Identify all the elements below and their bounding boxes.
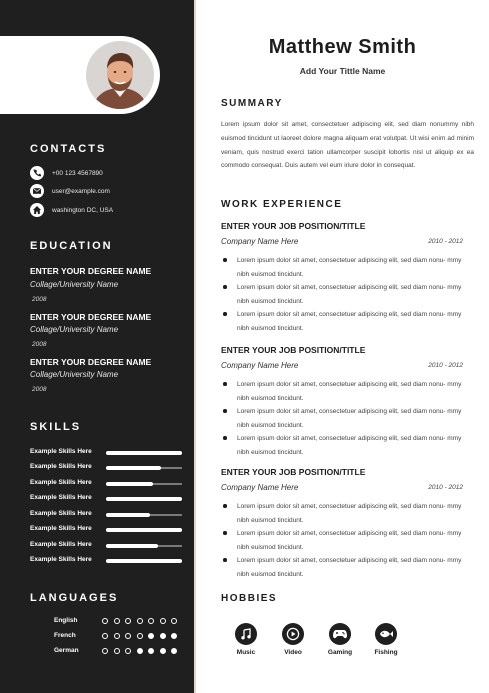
skill-row — [30, 479, 182, 489]
rating-dot — [125, 618, 131, 624]
language-label: French — [54, 632, 76, 639]
language-row — [30, 632, 186, 642]
education-year: 2008 — [32, 341, 47, 348]
skill-bar — [106, 498, 182, 500]
skill-bar-fill — [106, 466, 161, 470]
rating-dot — [148, 618, 154, 624]
skill-row — [30, 494, 182, 504]
bullet-dot — [223, 504, 227, 508]
rating-dot — [160, 648, 166, 654]
education-school: Collage/University Name — [30, 370, 119, 379]
skill-bar-fill — [106, 528, 182, 532]
rating-dot — [148, 633, 154, 639]
rating-dot — [102, 618, 108, 624]
job-position: ENTER YOUR JOB POSITION/TITLE — [221, 345, 366, 355]
bullet-dot — [223, 312, 227, 316]
rating-dot — [171, 618, 177, 624]
skill-bar-fill — [106, 451, 182, 455]
rating-dot — [160, 618, 166, 624]
skill-bar-fill — [106, 513, 150, 517]
rating-dot — [114, 648, 120, 654]
skill-label: Example Skills Here — [30, 541, 92, 548]
job-bullet-text: Lorem ipsum dolor sit amet, consectetuer adipiscing elit, sed diam nonu- mmy nibh euismod tincidunt. — [237, 435, 462, 456]
job-bullet — [221, 308, 471, 334]
rating-dot — [171, 633, 177, 639]
home-icon — [30, 203, 44, 217]
bullet-dot — [223, 382, 227, 386]
rating-dot — [114, 633, 120, 639]
rating-dot — [137, 633, 143, 639]
email-icon — [30, 184, 44, 198]
contacts-heading: CONTACTS — [30, 143, 107, 155]
skill-row — [30, 541, 182, 551]
job-company: Company Name Here — [221, 237, 299, 246]
job-bullet-text: Lorem ipsum dolor sit amet, consectetuer adipiscing elit, sed diam nonu- mmy nibh euismod tincidunt. — [237, 284, 462, 305]
job-bullet-text: Lorem ipsum dolor sit amet, consectetuer adipiscing elit, sed diam nonu- mmy nibh euismod tincidunt. — [237, 257, 462, 278]
language-label: English — [54, 617, 78, 624]
skill-bar-fill — [106, 482, 153, 486]
language-rating — [102, 618, 183, 624]
bullet-dot — [223, 409, 227, 413]
job-bullet — [221, 432, 471, 458]
skill-bar-fill — [106, 559, 182, 563]
job-bullet — [221, 378, 471, 404]
rating-dot — [125, 648, 131, 654]
language-row — [30, 617, 186, 627]
education-degree: ENTER YOUR DEGREE NAME — [30, 357, 152, 367]
hobby-gaming — [320, 623, 360, 656]
job-bullet — [221, 254, 471, 280]
skill-bar-fill — [106, 544, 158, 548]
skill-bar — [106, 483, 182, 485]
person-name: Matthew Smith — [268, 36, 417, 58]
avatar — [86, 41, 154, 109]
skill-label: Example Skills Here — [30, 463, 92, 470]
phone-icon — [30, 166, 44, 180]
skill-bar — [106, 560, 182, 562]
contact-email-text: user@example.com — [52, 187, 110, 195]
job-dates: 2010 - 2012 — [428, 484, 463, 491]
hobby-label: Music — [236, 649, 256, 656]
education-year: 2008 — [32, 296, 47, 303]
fish-icon — [375, 623, 397, 645]
contact-phone — [30, 166, 103, 180]
hobby-label: Gaming — [327, 649, 353, 656]
rating-dot — [102, 648, 108, 654]
bullet-dot — [223, 531, 227, 535]
skills-heading: SKILLS — [30, 421, 82, 433]
job-dates: 2010 - 2012 — [428, 238, 463, 245]
skill-row — [30, 510, 182, 520]
job-bullet — [221, 554, 471, 580]
job-bullet-text: Lorem ipsum dolor sit amet, consectetuer adipiscing elit, sed diam nonu- mmy nibh euismod tincidunt. — [237, 503, 462, 524]
job-company: Company Name Here — [221, 361, 299, 370]
hobby-fishing — [366, 623, 406, 656]
gamepad-icon — [329, 623, 351, 645]
bullet-dot — [223, 436, 227, 440]
language-label: German — [54, 647, 79, 654]
skill-label: Example Skills Here — [30, 494, 92, 501]
contact-email — [30, 184, 110, 198]
rating-dot — [137, 618, 143, 624]
rating-dot — [137, 648, 143, 654]
skill-label: Example Skills Here — [30, 479, 92, 486]
job-bullet-text: Lorem ipsum dolor sit amet, consectetuer adipiscing elit, sed diam nonu- mmy nibh euismod tincidunt. — [237, 557, 462, 578]
language-rating — [102, 633, 183, 639]
job-dates: 2010 - 2012 — [428, 362, 463, 369]
sidebar-accent-edge — [194, 0, 196, 693]
skill-label: Example Skills Here — [30, 448, 92, 455]
rating-dot — [171, 648, 177, 654]
rating-dot — [160, 633, 166, 639]
skill-row — [30, 556, 182, 566]
job-bullet-text: Lorem ipsum dolor sit amet, consectetuer adipiscing elit, sed diam nonu- mmy nibh euismod tincidunt. — [237, 311, 462, 332]
job-bullet-text: Lorem ipsum dolor sit amet, consectetuer adipiscing elit, sed diam nonu- mmy nibh euismod tincidunt. — [237, 381, 462, 402]
education-year: 2008 — [32, 386, 47, 393]
bullet-dot — [223, 285, 227, 289]
skill-row — [30, 463, 182, 473]
skill-bar — [106, 545, 182, 547]
skill-label: Example Skills Here — [30, 525, 92, 532]
summary-text: Lorem ipsum dolor sit amet, consectetuer adipiscing elit, sed diam nonummy nibh euismod tincidunt ut laoreet dolore magna aliquam erat volutpat. Ut wisi enim ad minim veniam, quis nostrud exerci tation ullamcorper suscipit lobortis nisl ut aliquip ex ea commodo consequat. Duis autem vel eum iriure dolor in consequat. — [221, 121, 474, 170]
rating-dot — [125, 633, 131, 639]
job-bullet — [221, 527, 471, 553]
skill-label: Example Skills Here — [30, 556, 92, 563]
languages-heading: LANGUAGES — [30, 592, 119, 604]
bullet-dot — [223, 558, 227, 562]
job-bullet-text: Lorem ipsum dolor sit amet, consectetuer adipiscing elit, sed diam nonu- mmy nibh euismod tincidunt. — [237, 530, 462, 551]
experience-heading: WORK EXPERIENCE — [221, 199, 343, 210]
education-degree: ENTER YOUR DEGREE NAME — [30, 312, 152, 322]
job-bullet — [221, 405, 471, 431]
job-bullet — [221, 281, 471, 307]
job-position: ENTER YOUR JOB POSITION/TITLE — [221, 467, 366, 477]
music-icon — [235, 623, 257, 645]
skill-bar-fill — [106, 497, 182, 501]
skill-row — [30, 448, 182, 458]
job-company: Company Name Here — [221, 483, 299, 492]
language-rating — [102, 648, 183, 654]
hobby-music — [226, 623, 266, 656]
language-row — [30, 647, 186, 657]
job-bullet — [221, 500, 471, 526]
skill-row — [30, 525, 182, 535]
skill-bar — [106, 529, 182, 531]
job-bullet-text: Lorem ipsum dolor sit amet, consectetuer adipiscing elit, sed diam nonu- mmy nibh euismod tincidunt. — [237, 408, 462, 429]
contact-phone-text: +00 123 4567890 — [52, 169, 103, 177]
education-heading: EDUCATION — [30, 240, 113, 252]
skill-bar — [106, 452, 182, 454]
education-school: Collage/University Name — [30, 280, 119, 289]
rating-dot — [148, 648, 154, 654]
skill-label: Example Skills Here — [30, 510, 92, 517]
bullet-dot — [223, 258, 227, 262]
summary-heading: SUMMARY — [221, 98, 283, 109]
education-school: Collage/University Name — [30, 325, 119, 334]
hobby-label: Video — [284, 649, 302, 656]
person-title: Add Your Tittle Name — [299, 66, 386, 76]
rating-dot — [114, 618, 120, 624]
skill-bar — [106, 467, 182, 469]
rating-dot — [102, 633, 108, 639]
contact-address — [30, 203, 113, 217]
hobby-label: Fishing — [374, 649, 398, 656]
education-degree: ENTER YOUR DEGREE NAME — [30, 266, 152, 276]
video-icon — [282, 623, 304, 645]
contact-address-text: washington DC, USA — [52, 206, 114, 214]
hobbies-heading: HOBBIES — [221, 593, 278, 604]
skill-bar — [106, 514, 182, 516]
job-position: ENTER YOUR JOB POSITION/TITLE — [221, 221, 366, 231]
hobby-video — [273, 623, 313, 656]
